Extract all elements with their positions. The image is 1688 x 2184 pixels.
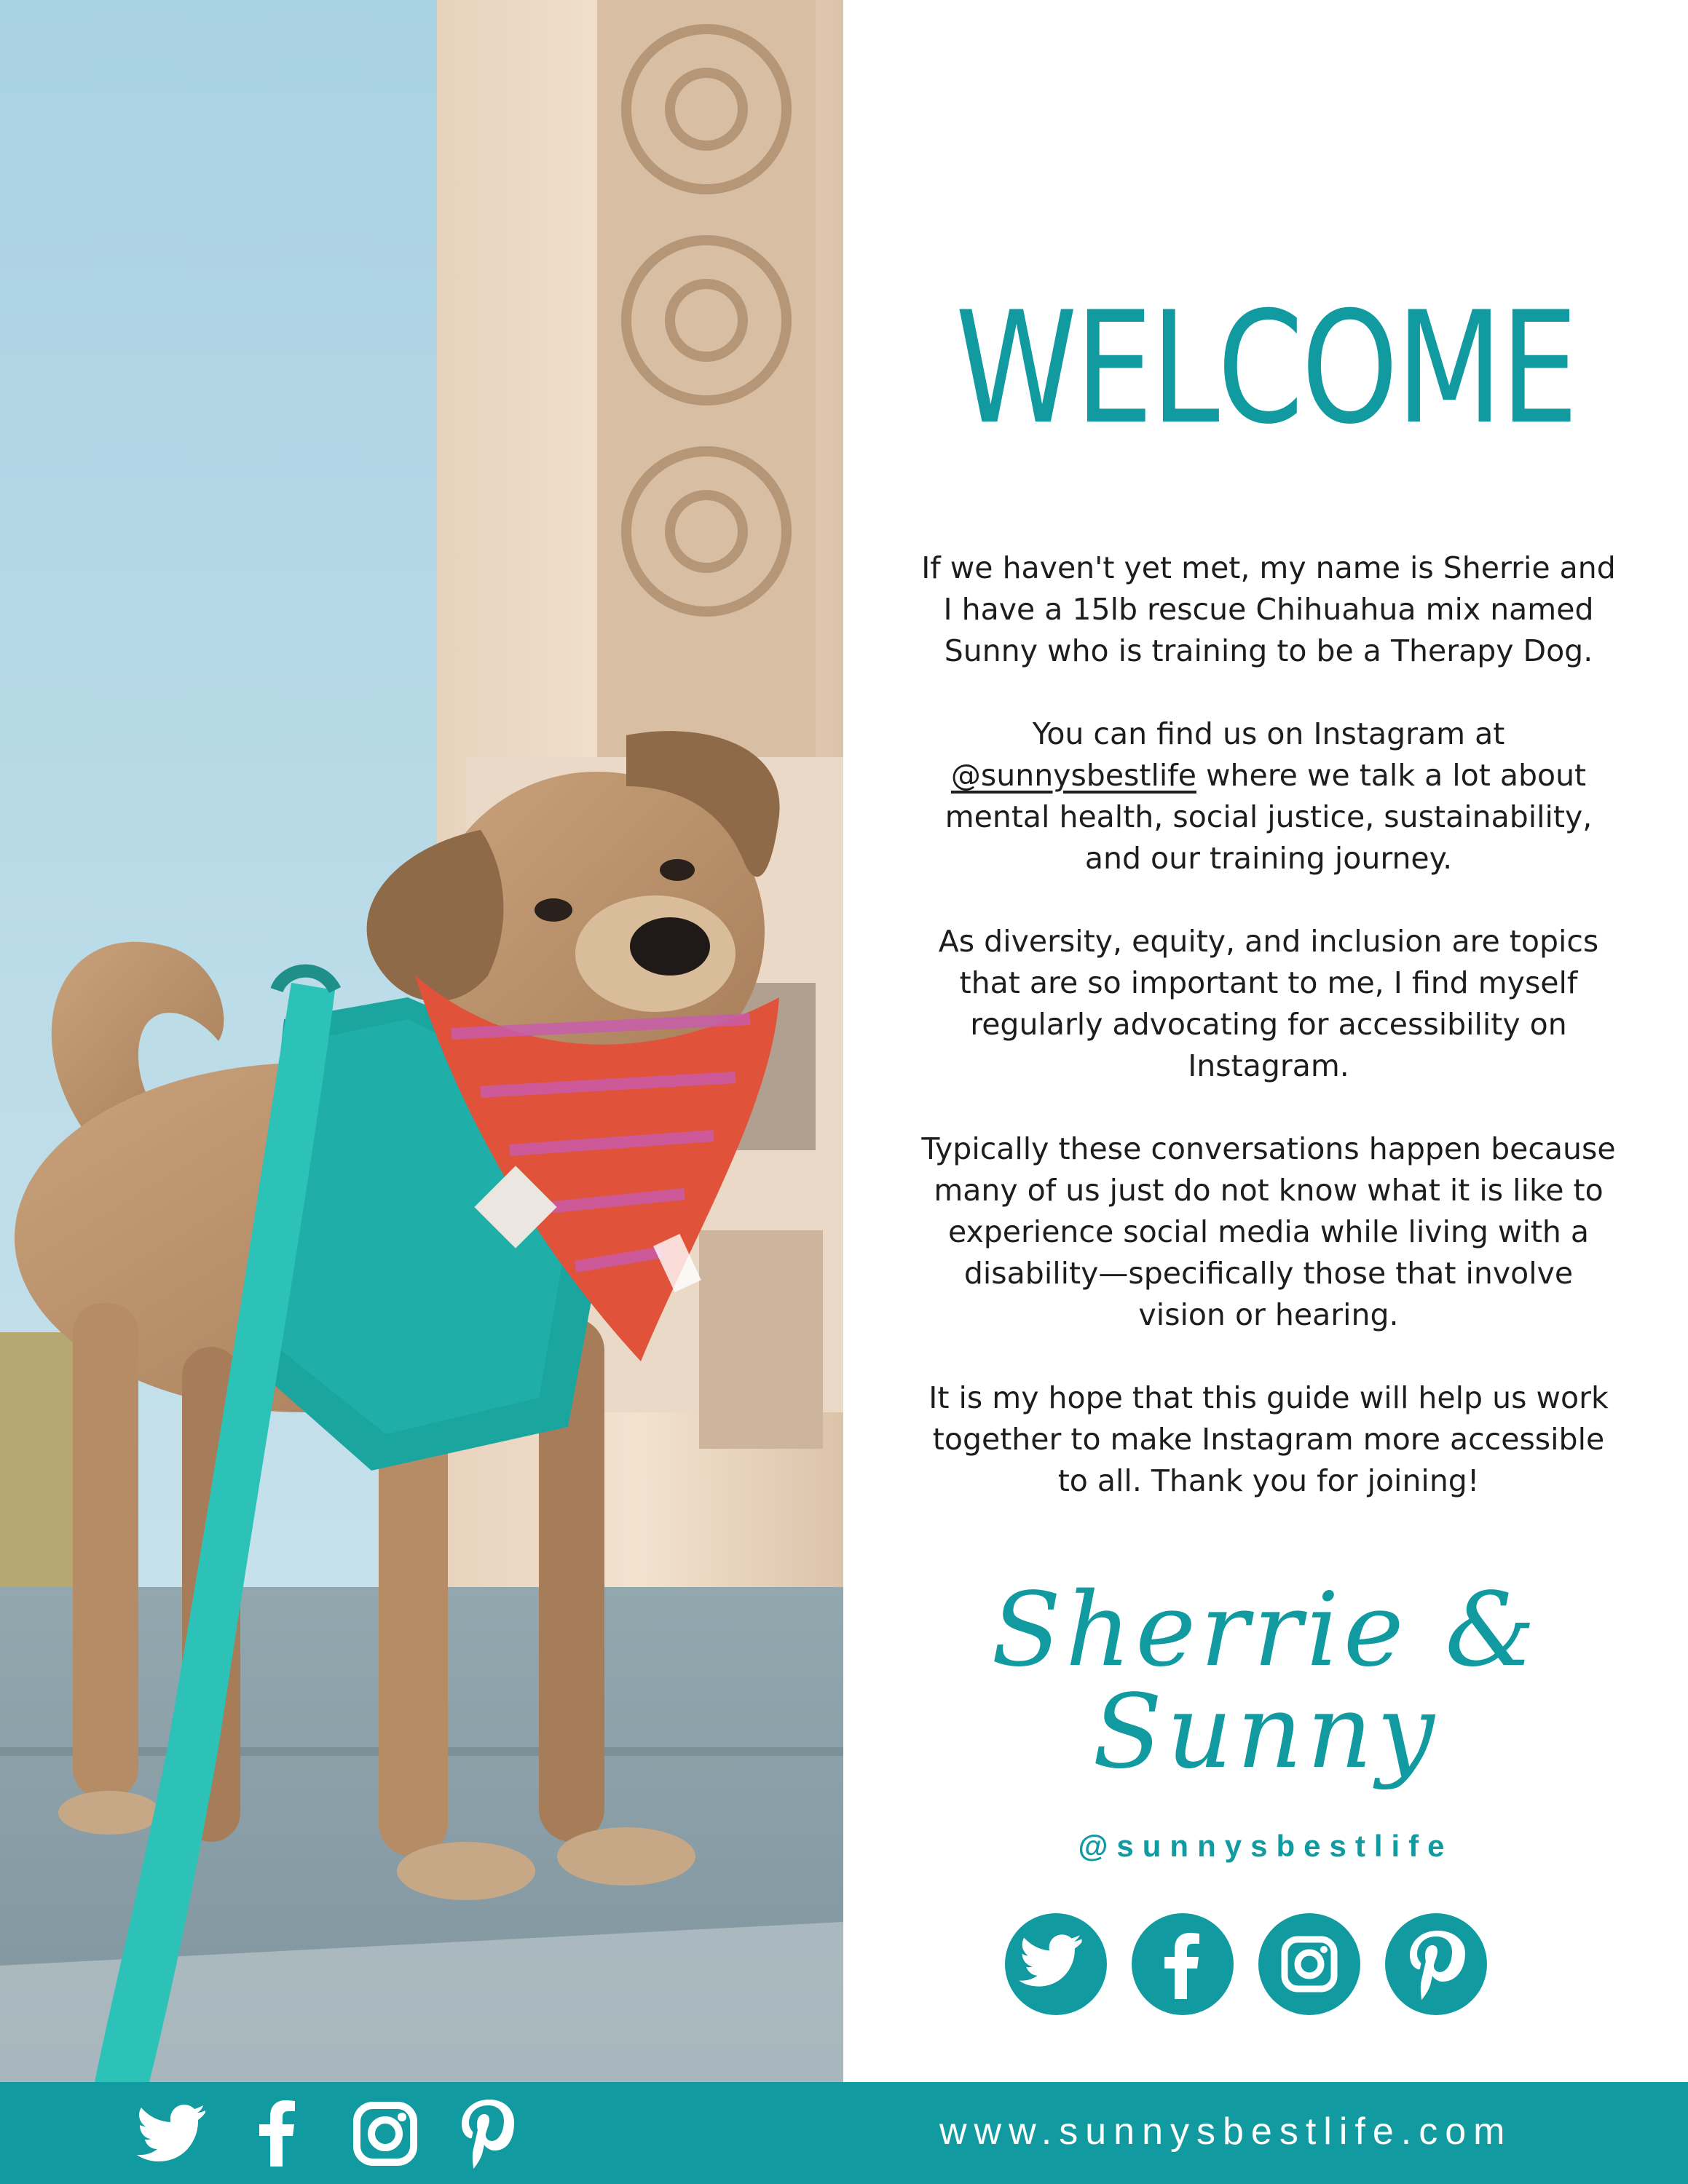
footer-bar xyxy=(0,2082,1688,2184)
pinterest-icon[interactable] xyxy=(1385,1913,1487,2015)
social-icons xyxy=(1005,1913,1486,2015)
facebook-icon[interactable] xyxy=(256,2100,297,2169)
dog-photo xyxy=(0,0,843,2082)
pinterest-icon[interactable] xyxy=(460,2098,516,2172)
dei-paragraph: As diversity, equity, and inclusion are topics that are so important to me, I find myself regularly advocating for accessibility on Instagram. xyxy=(938,924,1599,1083)
instagram-paragraph-lead: You can find us on Instagram at xyxy=(1032,716,1505,751)
instagram-icon[interactable] xyxy=(1258,1913,1360,2015)
website-link[interactable]: www.sunnysbestlife.com xyxy=(939,2110,1513,2153)
facebook-icon[interactable] xyxy=(1132,1913,1234,2015)
instagram-icon[interactable] xyxy=(352,2101,418,2169)
social-handle[interactable]: @sunnysbestlife xyxy=(1078,1829,1454,1863)
instagram-handle-link[interactable]: @sunnysbestlife xyxy=(950,758,1196,793)
intro-paragraph: If we haven't yet met, my name is Sherrie and I have a 15lb rescue Chihuahua mix named Sunny who is training to be a Therapy Dog. xyxy=(921,550,1616,668)
signature: Sherrie & Sunny xyxy=(991,1571,1540,1792)
welcome-body xyxy=(919,547,1618,1543)
instagram-paragraph xyxy=(919,713,1618,879)
instagram-paragraph-tail: where we talk a lot about mental health, social justice, sustainability, and our training journey. xyxy=(944,758,1593,876)
twitter-icon[interactable] xyxy=(135,2104,205,2165)
twitter-icon[interactable] xyxy=(1005,1913,1107,2015)
closing-paragraph: It is my hope that this guide will help us work together to make Instagram more accessible to all. Thank you for joining! xyxy=(928,1380,1609,1498)
page-title: WELCOME xyxy=(955,278,1577,458)
disability-paragraph: Typically these conversations happen because many of us just do not know what it is like to experience social media while living with a disability—specifically those that involve vision or hearing. xyxy=(921,1131,1616,1332)
